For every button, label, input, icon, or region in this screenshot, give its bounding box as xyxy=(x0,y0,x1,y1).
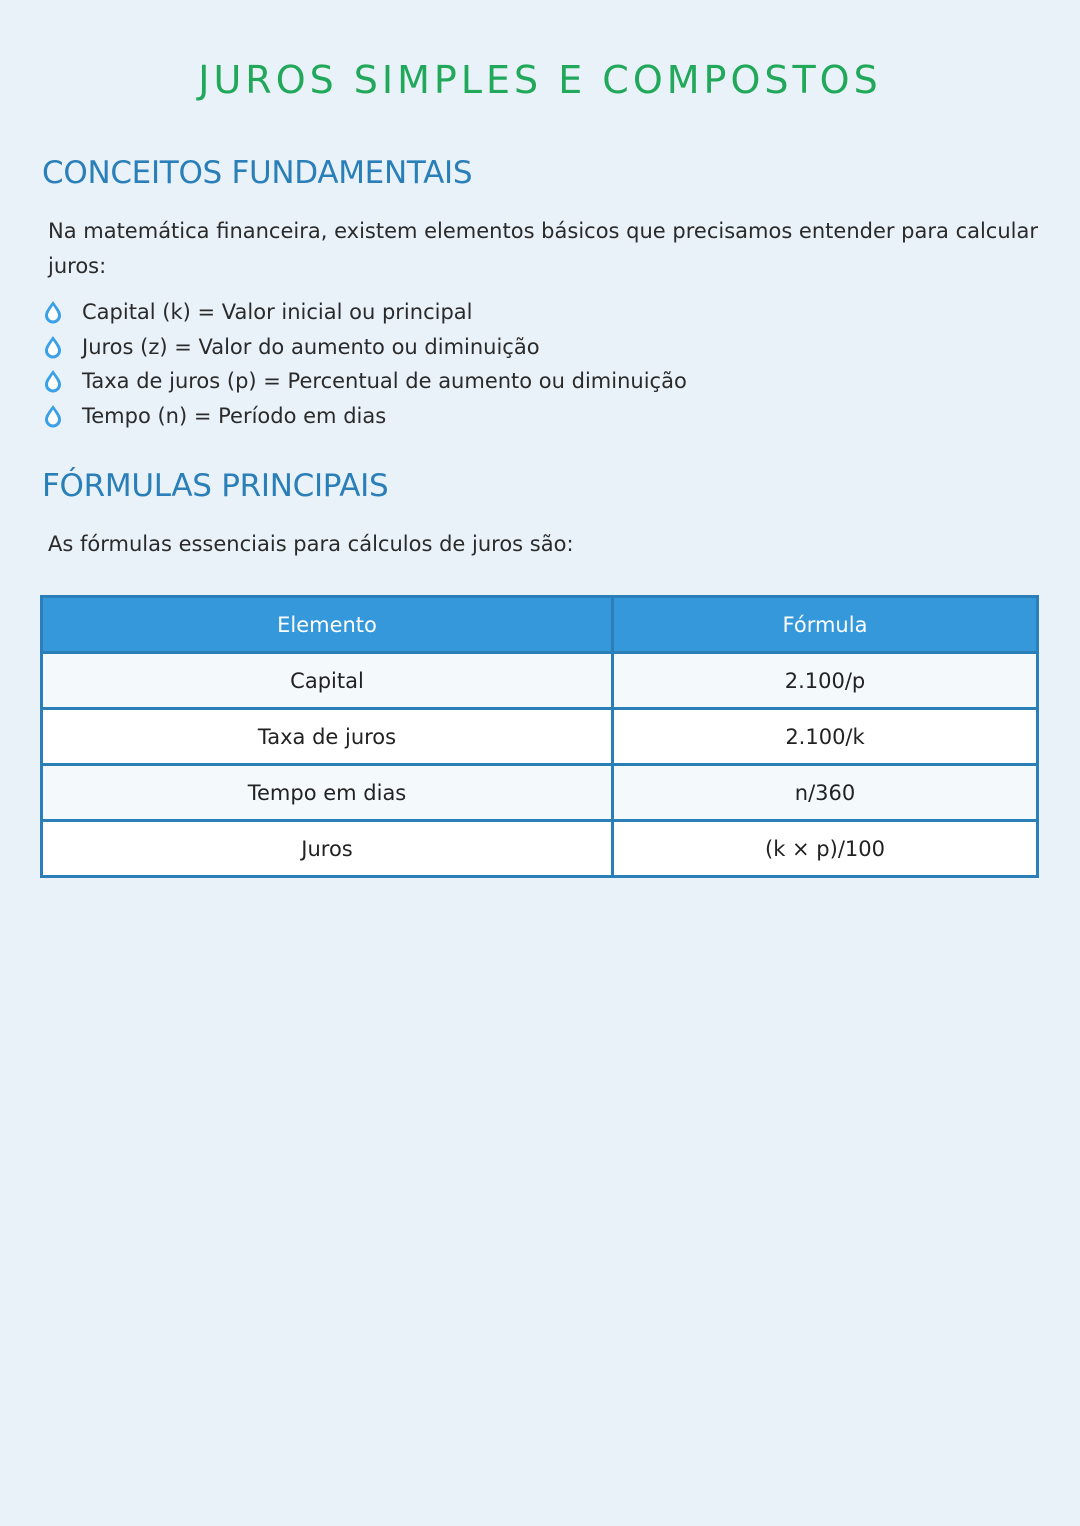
column-header-elemento: Elemento xyxy=(42,597,613,653)
column-header-formula: Fórmula xyxy=(613,597,1038,653)
list-item xyxy=(42,364,687,399)
formula-table xyxy=(40,595,1039,878)
water-drop-icon xyxy=(42,300,64,324)
table-row xyxy=(42,821,1038,877)
table-row xyxy=(42,653,1038,709)
water-drop-icon xyxy=(42,335,64,359)
list-item-text: Taxa de juros (p) = Percentual de aumento ou diminuição xyxy=(82,369,687,394)
section-heading-conceitos: CONCEITOS FUNDAMENTAIS xyxy=(42,155,473,191)
intro-paragraph: Na matemática financeira, existem elementos básicos que precisamos entender para calcular juros: xyxy=(48,219,1039,278)
table-cell-elemento: Capital xyxy=(42,653,613,709)
formulas-paragraph: As fórmulas essenciais para cálculos de juros são: xyxy=(48,532,574,556)
table-row xyxy=(42,765,1038,821)
table-cell-elemento: Tempo em dias xyxy=(42,765,613,821)
table-cell-formula: 2.100/k xyxy=(613,709,1038,765)
list-item-text: Juros (z) = Valor do aumento ou diminuição xyxy=(82,334,540,359)
table-header-row xyxy=(42,597,1038,653)
water-drop-icon xyxy=(42,404,64,428)
concepts-list xyxy=(42,295,687,433)
section-heading-formulas: FÓRMULAS PRINCIPAIS xyxy=(42,468,389,504)
table-cell-formula: 2.100/p xyxy=(613,653,1038,709)
list-item-text: Tempo (n) = Período em dias xyxy=(82,403,387,428)
list-item xyxy=(42,330,687,365)
table-row xyxy=(42,709,1038,765)
water-drop-icon xyxy=(42,369,64,393)
list-item-text: Capital (k) = Valor inicial ou principal xyxy=(82,300,473,325)
list-item xyxy=(42,295,687,330)
table-cell-formula: n/360 xyxy=(613,765,1038,821)
table-cell-formula: (k × p)/100 xyxy=(613,821,1038,877)
page-title: JUROS SIMPLES E COMPOSTOS xyxy=(198,58,882,102)
table-cell-elemento: Taxa de juros xyxy=(42,709,613,765)
list-item xyxy=(42,399,687,434)
table-cell-elemento: Juros xyxy=(42,821,613,877)
